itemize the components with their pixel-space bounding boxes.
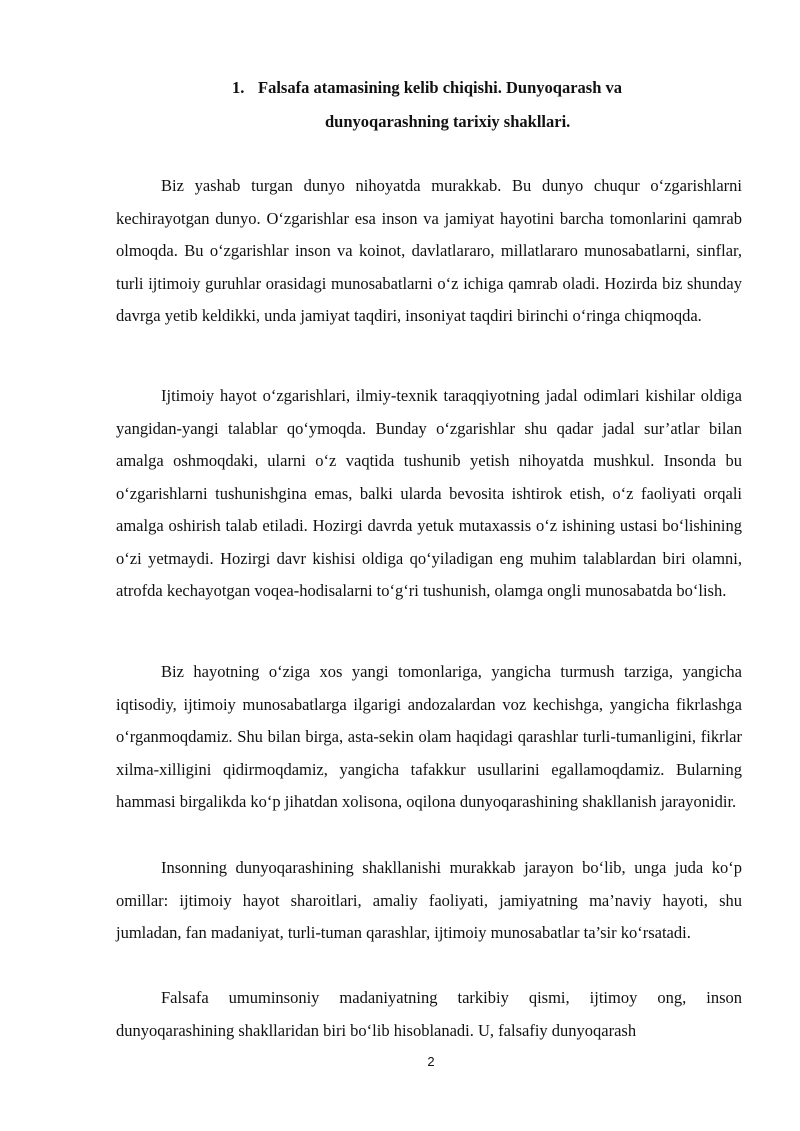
paragraph-5-block	[116, 982, 742, 1047]
paragraph-4-block	[116, 852, 742, 950]
paragraph: Biz yashab turgan dunyo nihoyatda murakkab. Bu dunyo chuqur o‘zgarishlarni kechirayotgan dunyo. O‘zgarishlar esa inson va jamiyat hayotini barcha tomonlarini qamrab olmoqda. Bu o‘zgarishlar inson va koinot, davlatlararo, millatlararo munosabatlarni, sinflar, turli ijtimoiy guruhlar orasidagi munosabatlarni o‘z ichiga qamrab oladi. Hozirda biz shunday davrga yetib keldikki, unda jamiyat taqdiri, insoniyat taqdiri birinchi o‘ringa chiqmoqda.	[116, 176, 742, 325]
paragraph: Falsafa umuminsoniy madaniyatning tarkibiy qismi, ijtimoy ong, inson dunyoqarashining shakllaridan biri bo‘lib hisoblanadi. U, falsafiy dunyoqarash	[116, 988, 742, 1040]
paragraph: Biz hayotning o‘ziga xos yangi tomonlariga, yangicha turmush tarziga, yangicha iqtisodiy, ijtimoiy munosabatlarga ilgarigi andozalardan voz kechishga, yangicha fikrlashga o‘rganmoqdamiz. Shu bilan birga, asta-sekin olam haqidagi qarashlar turli-tumanligini, fikrlar xilma-xilligini qidirmoqdamiz, yangicha tafakkur usullarini egallamoqdamiz. Bularning hammasi birgalikda ko‘p jihatdan xolisona, oqilona dunyoqarashining shakllanish jarayonidir.	[116, 662, 742, 811]
page-number: 2	[427, 1054, 435, 1069]
paragraph-1-block	[116, 170, 742, 333]
section-title-line2: dunyoqarashning tarixiy shakllari.	[325, 112, 571, 131]
paragraph-2-block	[116, 380, 742, 608]
paragraph: Insonning dunyoqarashining shakllanishi murakkab jarayon bo‘lib, unga juda ko‘p omillar: ijtimoiy hayot sharoitlari, amaliy faoliyati, jamiyatning ma’naviy hayoti, shu jumladan, fan madaniyat, turli-tuman qarashlar, ijtimoiy munosabatlar ta’sir ko‘rsatadi.	[116, 858, 742, 942]
section-title-line1: Falsafa atamasining kelib chiqishi. Dunyoqarash va	[258, 78, 622, 97]
paragraph-3-block	[116, 656, 742, 819]
paragraph: Ijtimoiy hayot o‘zgarishlari, ilmiy-texnik taraqqiyotning jadal odimlari kishilar oldiga yangidan-yangi talablar qo‘ymoqda. Bunday o‘zgarishlar shu qadar jadal sur’atlar bilan amalga oshmoqdaki, ularni o‘z vaqtida tushunib yetish nihoyatda mushkul. Insonda bu o‘zgarishlarni tushunishgina emas, balki ularda bevosita ishtirok etish, o‘z faoliyati orqali amalga oshirish talab etiladi. Hozirgi davrda yetuk mutaxassis o‘z ishining ustasi bo‘lishining o‘zi yetmaydi. Hozirgi davr kishisi oldiga qo‘yiladigan eng muhim talablardan biri olamni, atrofda kechayotgan voqea-hodisalarni to‘g‘ri tushunish, olamga ongli munosabatda bo‘lish.	[116, 386, 742, 600]
section-number: 1.	[232, 78, 245, 97]
